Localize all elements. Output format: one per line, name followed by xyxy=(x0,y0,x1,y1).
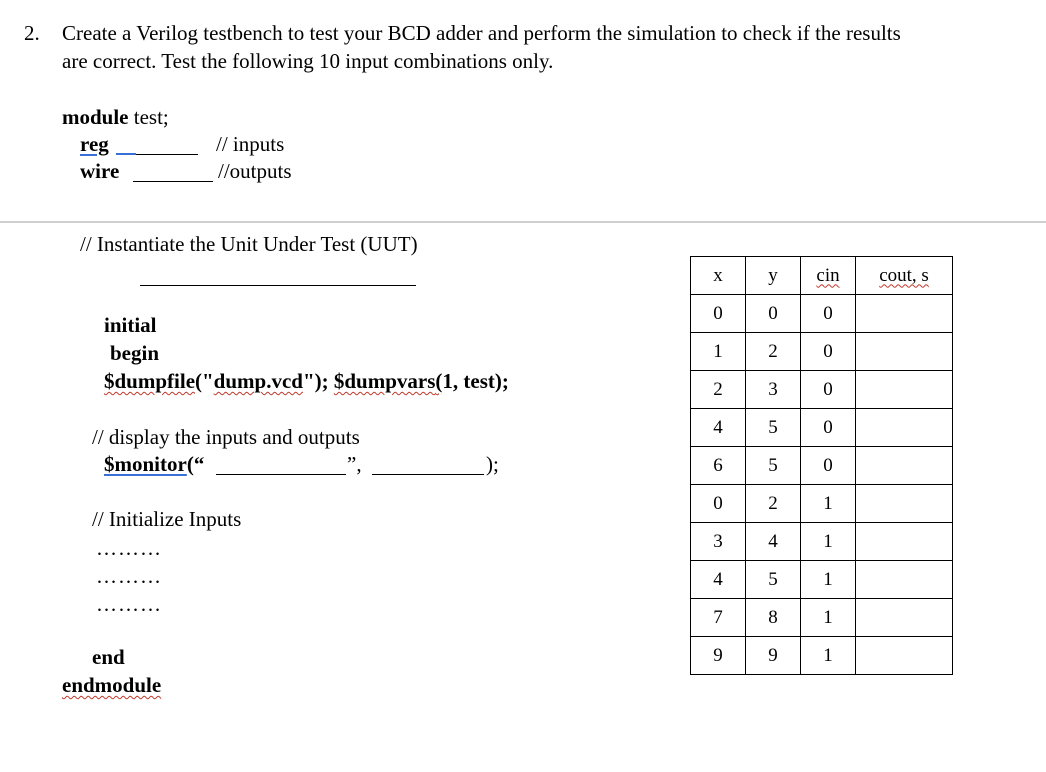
table-row xyxy=(691,447,953,485)
monitor-args-blank[interactable] xyxy=(372,474,484,475)
cell-cin: 1 xyxy=(801,523,856,561)
wire-blank[interactable] xyxy=(133,181,213,182)
question-line-2 xyxy=(62,47,553,75)
display-comment: // display the inputs and outputs xyxy=(92,425,360,449)
table-row xyxy=(691,485,953,523)
cell-cin: 0 xyxy=(801,333,856,371)
cell-x: 7 xyxy=(691,599,746,637)
module-declaration xyxy=(62,104,169,130)
cell-x: 6 xyxy=(691,447,746,485)
dump-statement xyxy=(104,368,509,394)
dump-paren: (" xyxy=(195,369,214,393)
header-y: y xyxy=(746,257,801,295)
cell-x: 0 xyxy=(691,295,746,333)
cell-cin: 1 xyxy=(801,485,856,523)
reg-blank-highlight xyxy=(116,153,136,155)
monitor-close: ); xyxy=(486,452,499,476)
cell-x: 1 xyxy=(691,333,746,371)
question-line-2-text: are correct. xyxy=(62,49,162,73)
cell-cout-s[interactable] xyxy=(856,523,953,561)
table-row xyxy=(691,333,953,371)
dumpfile-call: $dumpfile xyxy=(104,369,196,393)
module-keyword: module xyxy=(62,105,129,129)
reg-keyword: reg xyxy=(80,132,109,156)
monitor-mid: ”, xyxy=(347,452,362,476)
wire-keyword: wire xyxy=(80,159,120,183)
question-emphasis: Test the following 10 input combinations only. xyxy=(161,49,554,73)
cell-y: 2 xyxy=(746,485,801,523)
cell-y: 5 xyxy=(746,447,801,485)
uut-instantiation-blank[interactable] xyxy=(140,285,416,286)
cell-y: 2 xyxy=(746,333,801,371)
dump-filename: dump.vcd xyxy=(213,369,303,393)
end-keyword: end xyxy=(92,645,125,669)
cell-x: 4 xyxy=(691,561,746,599)
cell-y: 8 xyxy=(746,599,801,637)
cell-x: 2 xyxy=(691,371,746,409)
reg-comment: // inputs xyxy=(216,132,285,156)
dumpvars-call: $dumpvars xyxy=(333,369,436,393)
reg-line xyxy=(80,131,109,157)
question-line-1: Create a Verilog testbench to test your BCD adder and perform the simulation to check if the results xyxy=(62,21,901,45)
cell-x: 4 xyxy=(691,409,746,447)
cell-y: 4 xyxy=(746,523,801,561)
section-divider xyxy=(0,221,1046,223)
table-row xyxy=(691,599,953,637)
cell-cout-s[interactable] xyxy=(856,295,953,333)
table-row xyxy=(691,561,953,599)
table-row xyxy=(691,295,953,333)
cell-y: 5 xyxy=(746,409,801,447)
cell-cin: 1 xyxy=(801,599,856,637)
test-vectors-table xyxy=(690,256,953,675)
table-header-row xyxy=(691,257,953,295)
header-x: x xyxy=(691,257,746,295)
dump-close: "); xyxy=(302,369,334,393)
header-cin: cin xyxy=(801,257,856,295)
cell-cout-s[interactable] xyxy=(856,333,953,371)
input-placeholder-1: ……… xyxy=(96,536,162,560)
initialize-comment: // Initialize Inputs xyxy=(92,507,242,531)
monitor-format-blank[interactable] xyxy=(216,474,346,475)
cell-x: 3 xyxy=(691,523,746,561)
cell-cin: 0 xyxy=(801,371,856,409)
cell-x: 9 xyxy=(691,637,746,675)
header-cout-s: cout, s xyxy=(856,257,953,295)
monitor-open: (“ xyxy=(186,452,205,476)
endmodule-keyword: endmodule xyxy=(62,673,162,697)
module-name: test; xyxy=(128,105,169,129)
cell-cout-s[interactable] xyxy=(856,561,953,599)
cell-x: 0 xyxy=(691,485,746,523)
cell-y: 9 xyxy=(746,637,801,675)
monitor-statement xyxy=(104,451,204,477)
table-row xyxy=(691,523,953,561)
begin-keyword: begin xyxy=(110,341,160,365)
cell-cin: 1 xyxy=(801,561,856,599)
question-number: 2. xyxy=(24,21,40,45)
dumpvars-paren: ( xyxy=(435,369,443,393)
cell-y: 5 xyxy=(746,561,801,599)
cell-y: 3 xyxy=(746,371,801,409)
cell-y: 0 xyxy=(746,295,801,333)
reg-blank[interactable] xyxy=(136,154,198,155)
cell-cout-s[interactable] xyxy=(856,637,953,675)
initial-keyword: initial xyxy=(104,313,157,337)
cell-cin: 1 xyxy=(801,637,856,675)
monitor-keyword: $monitor xyxy=(104,452,187,476)
cell-cout-s[interactable] xyxy=(856,485,953,523)
table-row xyxy=(691,371,953,409)
dumpvars-args: 1, test); xyxy=(442,369,509,393)
input-placeholder-3: ……… xyxy=(96,592,162,616)
wire-comment: //outputs xyxy=(218,159,292,183)
cell-cout-s[interactable] xyxy=(856,409,953,447)
cell-cout-s[interactable] xyxy=(856,371,953,409)
table-row xyxy=(691,637,953,675)
cell-cin: 0 xyxy=(801,295,856,333)
cell-cout-s[interactable] xyxy=(856,599,953,637)
cell-cin: 0 xyxy=(801,447,856,485)
cell-cout-s[interactable] xyxy=(856,447,953,485)
instantiate-comment: // Instantiate the Unit Under Test (UUT) xyxy=(80,232,418,256)
table-row xyxy=(691,409,953,447)
cell-cin: 0 xyxy=(801,409,856,447)
input-placeholder-2: ……… xyxy=(96,564,162,588)
